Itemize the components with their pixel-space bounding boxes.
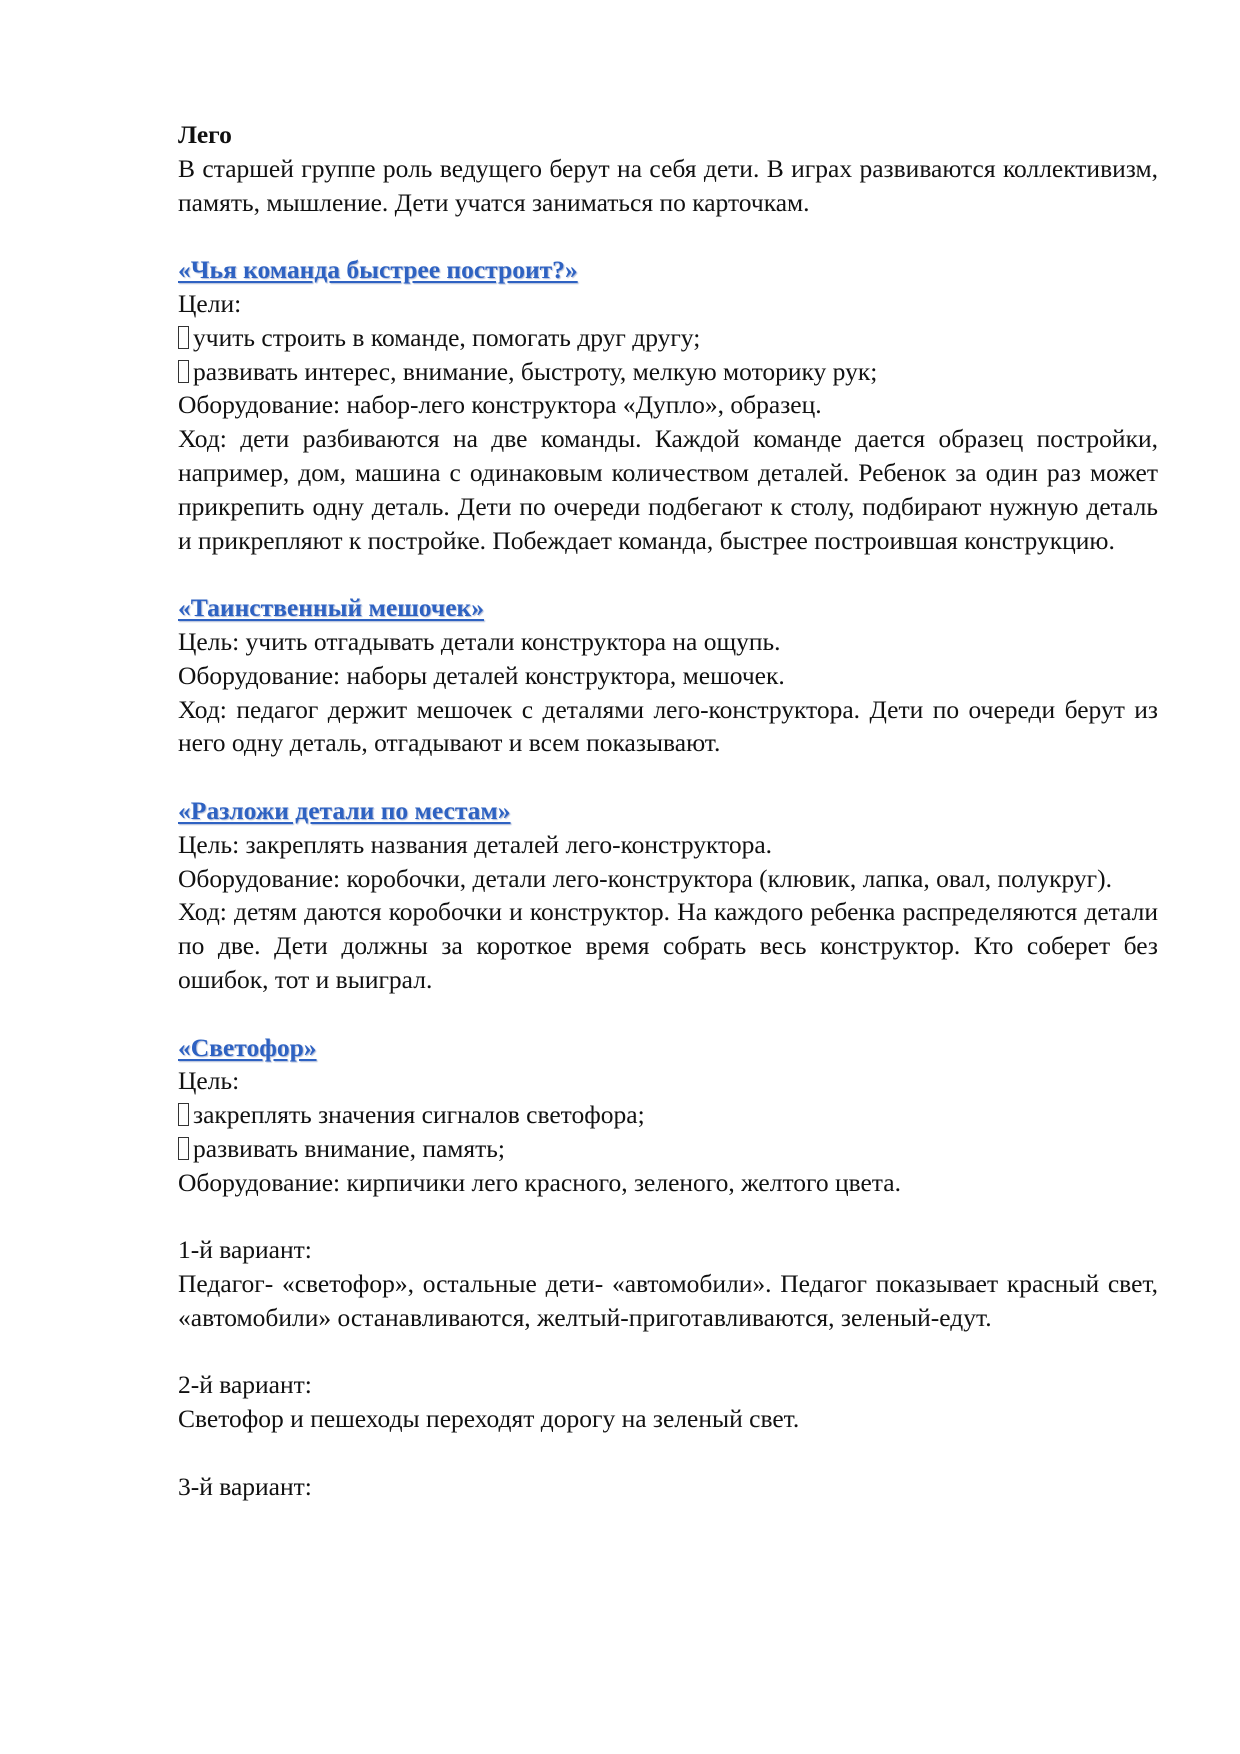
spacer [178,1436,1158,1470]
equipment-line: Оборудование: коробочки, детали лего-конструктора (клювик, лапка, овал, полукруг). [178,863,1112,893]
equipment-line: Оборудование: набор-лего конструктора «Дупло», образец. [178,390,822,420]
goal-item [178,321,1158,355]
goals-label: Цели: [178,288,242,318]
equipment-line: Оборудование: наборы деталей конструктора, мешочек. [178,660,785,690]
goal-line: Цель: закреплять названия деталей лего-конструктора. [178,829,773,859]
goal-item [178,355,1158,389]
bullet-box-icon [178,360,189,383]
goal-label: Цель: [178,1066,240,1096]
game-title-traffic-light: «Светофор» [178,1032,317,1062]
goal-text: учить строить в команде, помогать друг другу; [193,322,701,352]
variant-label: 1-й вариант: [178,1235,312,1265]
goal-text: закреплять значения сигналов светофора; [193,1100,645,1130]
intro-paragraph: В старшей группе роль ведущего берут на себя дети. В играх развиваются коллективизм, память, мышление. Дети учатся заниматься по карточкам. [178,153,1158,217]
goal-item [178,1098,1158,1132]
goal-line: Цель: учить отгадывать детали конструктора на ощупь. [178,626,781,656]
spacer [178,1200,1158,1234]
goal-text: развивать внимание, память; [193,1133,506,1163]
document-page [178,118,1158,1504]
game-title-sort-parts: «Разложи детали по местам» [178,795,511,825]
variant-label: 3-й вариант: [178,1471,312,1501]
spacer [178,760,1158,794]
bullet-box-icon [178,1137,189,1160]
goal-text: развивать интерес, внимание, быстроту, мелкую моторику рук; [193,356,878,386]
spacer [178,997,1158,1031]
spacer [178,1335,1158,1369]
variant-text: Светофор и пешеходы переходят дорогу на зеленый свет. [178,1404,800,1434]
bullet-box-icon [178,1103,189,1126]
procedure-paragraph: Ход: дети разбиваются на две команды. Каждой команде дается образец постройки, например, дом, машина с одинаковым количеством деталей. Ребенок за один раз может прикрепить одну деталь. Дети по очереди подбегают к столу, подбирают нужную деталь и прикрепляют к постройке. Побеждает команда, быстрее построившая конструкцию. [178,424,1158,555]
variant-text: Педагог- «светофор», остальные дети- «автомобили». Педагог показывает красный свет, «автомобили» останавливаются, желтый-приготавливаются, зеленый-едут. [178,1269,1158,1332]
variant-label: 2-й вариант: [178,1370,312,1400]
goal-item [178,1132,1158,1166]
procedure-paragraph: Ход: педагог держит мешочек с деталями лего-конструктора. Дети по очереди берут из него одну деталь, отгадывают и всем показывают. [178,694,1158,758]
game-title-mystery-bag: «Таинственный мешочек» [178,593,484,623]
game-title-team-build: «Чья команда быстрее построит?» [178,255,578,285]
procedure-paragraph: Ход: детям даются коробочки и конструктор. На каждого ребенка распределяются детали по две. Дети должны за короткое время собрать весь конструктор. Кто соберет без ошибок, тот и выиграл. [178,897,1158,994]
equipment-line: Оборудование: кирпичики лего красного, зеленого, желтого цвета. [178,1167,901,1197]
spacer [178,557,1158,591]
bullet-box-icon [178,326,189,349]
spacer [178,219,1158,253]
document-title: Лего [178,120,232,149]
